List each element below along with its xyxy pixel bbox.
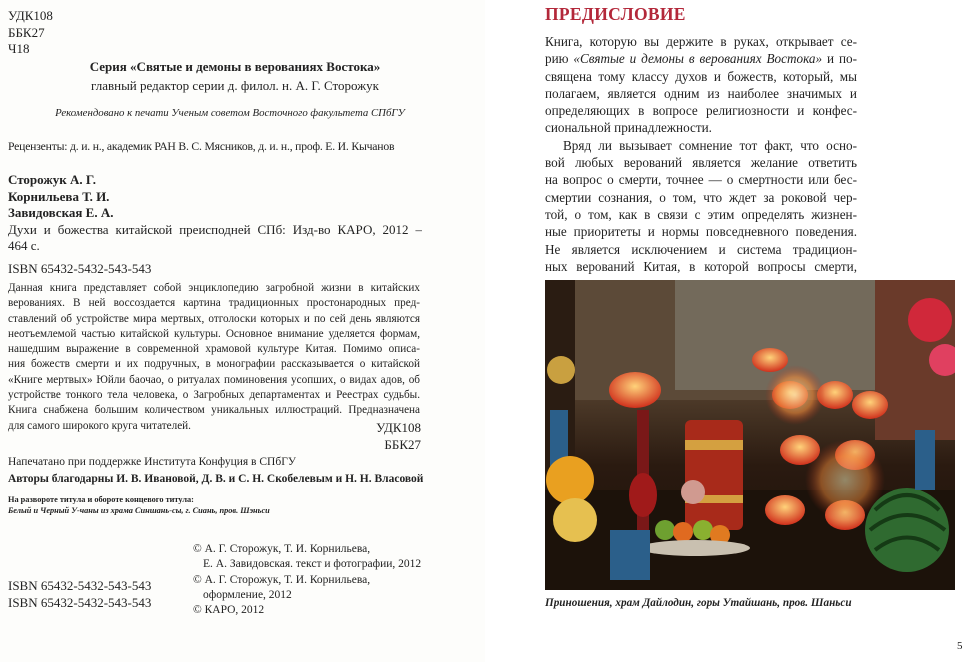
- cover-note-title: На развороте титула и обороте концевого титула:: [8, 495, 194, 504]
- author-mark: Ч18: [8, 41, 30, 56]
- copyright-line: Е. А. Завидовская. текст и фотографии, 2012: [203, 558, 422, 571]
- bbk-code: ББК27: [384, 437, 421, 452]
- annotation-line: неотъемлемой частью китайской культуры. Основное внимание уделяется формам,: [8, 327, 420, 340]
- preface-line: определяющих в вопросе религиозности и конфес-: [545, 103, 857, 119]
- annotation-line: устройстве тонкого тела человека, о Загробных департаментах и Реестрах судьбы.: [8, 389, 420, 402]
- authors-list: [8, 172, 422, 277]
- preface-heading: ПРЕДИСЛОВИЕ: [545, 4, 686, 24]
- isbn: ISBN 65432-5432-543-543: [8, 594, 152, 610]
- annotation-line: ния божеств смерти и их подручных, в монографии рассказывается о китайской: [8, 358, 420, 371]
- offerings-photo: [545, 280, 955, 590]
- book-pages: 464 с.: [8, 238, 40, 253]
- preface-line: полагаем, является одним из наиболее значимых и: [545, 85, 857, 101]
- preface-line: сиональной принадлежности.: [545, 120, 712, 136]
- bbk-code: ББК27: [8, 24, 45, 40]
- copyright-line: © А. Г. Сторожук, Т. И. Корнильева,: [193, 543, 371, 555]
- recommendation: Рекомендовано к печати Ученым советом Восточного факультета СПбГУ: [55, 107, 405, 119]
- preface-line: священа тому классу духов и божеств, который, мы: [545, 68, 857, 84]
- annotation-line: «Книге мертвых» Юйли баочао, о ритуалах поминовения усопших, о видах адов, об: [8, 373, 420, 386]
- annotation-line: для самого широкого круга читателей.: [8, 419, 191, 432]
- preface-line: Книга, которую вы держите в руках, открывает се-: [545, 34, 857, 49]
- preface-line-series: рию «Святые и демоны в верованиях Востока» и по-: [545, 51, 857, 67]
- classification-codes-right: [300, 419, 421, 453]
- preface-body: [545, 33, 857, 275]
- copyright-line: © КАРО, 2012: [193, 604, 265, 617]
- author: Завидовская Е. А.: [8, 205, 114, 220]
- photo-illustration: [545, 280, 955, 590]
- photo-caption: Приношения, храм Дайлодин, горы Утайшань, пров. Шаньси: [545, 597, 852, 609]
- udk-code: УДК108: [376, 420, 421, 435]
- acknowledgements: Авторы благодарны И. В. Ивановой, Д. В. и С. Н. Скобелевым и Н. Н. Власовой: [8, 473, 424, 485]
- annotation-line: нашедшим выражение в современной храмовой культуре Китая. Помимо описа-: [8, 343, 420, 356]
- annotation: [8, 281, 420, 434]
- copyright-line: оформление, 2012: [203, 588, 292, 601]
- copyright-line: © А. Г. Сторожук, Т. И. Корнильева,: [193, 573, 371, 586]
- series-title: Серия «Святые и демоны в верованиях Востока»: [89, 59, 381, 74]
- preface-line: на вопрос о смерти, точнее — о смертности или бес-: [545, 172, 857, 188]
- author: Корнильева Т. И.: [8, 188, 110, 204]
- preface-line: вой любых верований является желание ответить: [545, 155, 857, 171]
- preface-line: Вряд ли вызывает сомнение тот факт, что осно-: [563, 137, 857, 153]
- annotation-line: верованиях. В ней воссоздается картина традиционных простонародных пред-: [8, 297, 420, 310]
- printed-support: Напечатано при поддержке Института Конфуция в СПбГУ: [8, 456, 296, 468]
- preface-line: той, о том, как в связи с этим определять жизнен-: [545, 206, 857, 222]
- isbn: ISBN 65432-5432-543-543: [8, 260, 152, 276]
- preface-line: ных верований Китая, в которой вопросы смерти,: [545, 258, 857, 274]
- book-title: Духи и божества китайской преисподней СПб: Изд-во КАРО, 2012 –: [8, 221, 422, 237]
- preface-line: Не является исключением и система традицион-: [545, 241, 857, 257]
- udk-code: УДК108: [8, 8, 53, 23]
- reviewers: Рецензенты: д. и. н., академик РАН В. С. Мясников, д. и. н., проф. Е. И. Кычанов: [8, 140, 395, 153]
- isbn: ISBN 65432-5432-543-543: [8, 578, 152, 593]
- preface-line: смертии сознания, о том, что ждет за роковой чер-: [545, 189, 857, 205]
- isbn-list: [8, 578, 151, 611]
- page-number: 5: [957, 640, 963, 652]
- series-editor: главный редактор серии д. филол. н. А. Г. Сторожук: [91, 78, 379, 93]
- copyrights: [193, 542, 421, 618]
- author: Сторожук А. Г.: [8, 172, 96, 187]
- annotation-line: ставлений об устройстве мира мертвых, отголоски которых и по сей день являются: [8, 312, 420, 325]
- annotation-line: Данная книга представляет собой энциклопедию загробной жизни в китайских: [8, 282, 420, 294]
- preface-line: ные приоритеты и нормы повседневного поведения.: [545, 224, 857, 240]
- cover-note-text: Белый и Черный У-чаны из храма Синшань-сы, г. Сиань, пров. Шэньси: [8, 506, 270, 515]
- annotation-line: Книга снабжена большим количеством уникальных иллюстраций. Предназначена: [8, 404, 420, 417]
- classification-codes: [8, 8, 53, 58]
